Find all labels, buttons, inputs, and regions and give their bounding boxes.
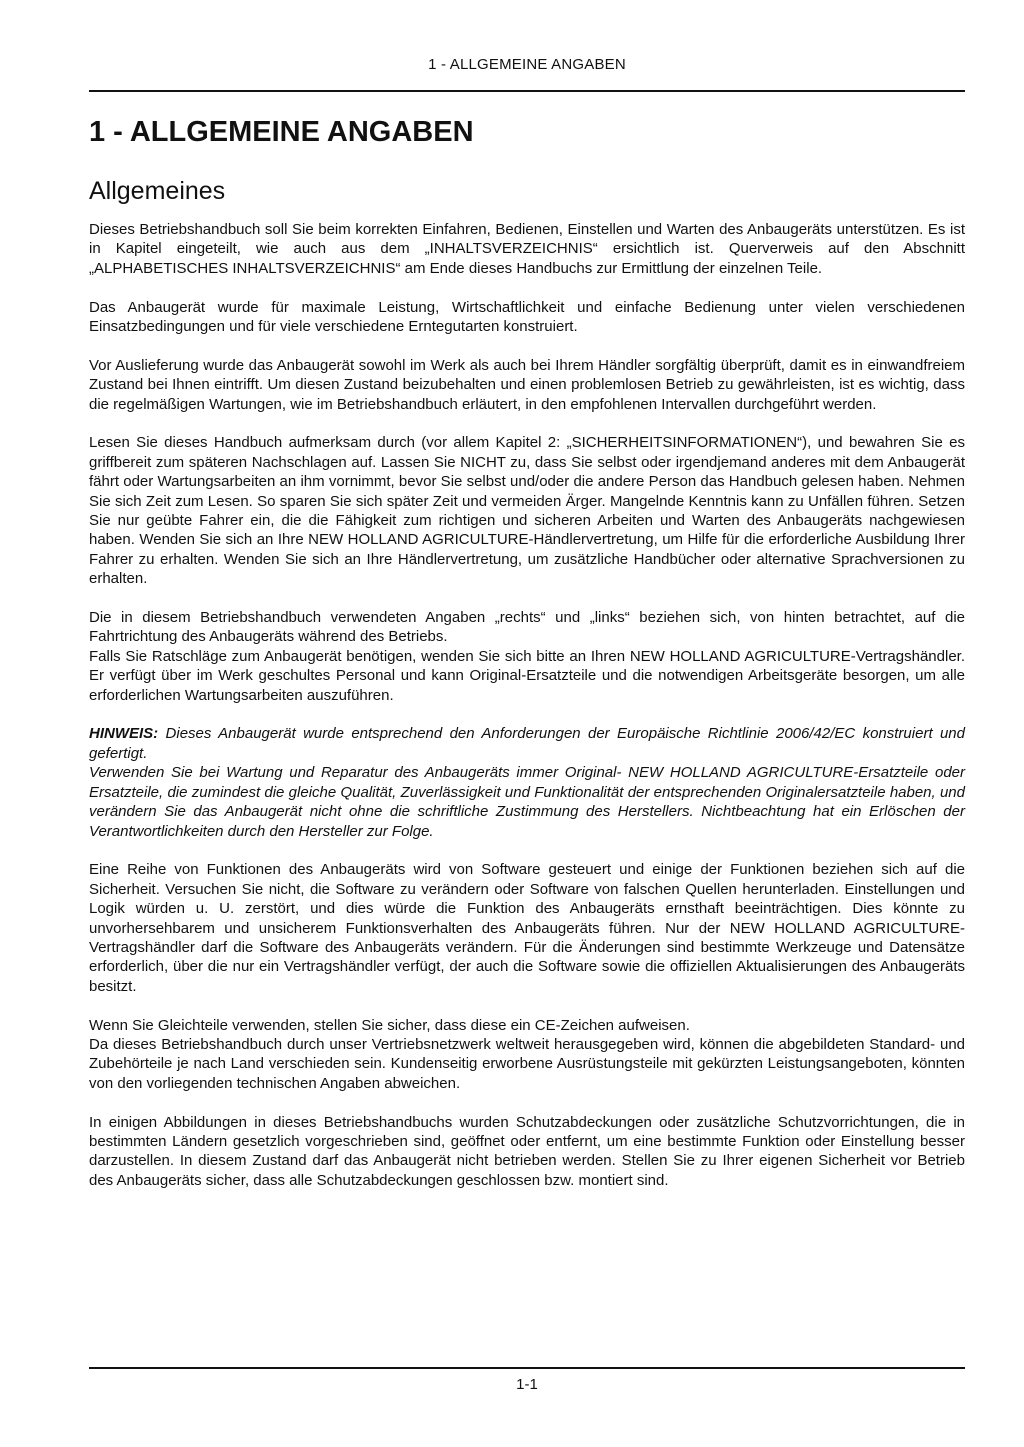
paragraph-text: Das Anbaugerät wurde für maximale Leistung, Wirtschaftlichkeit und einfache Bedienung unter vielen verschiedenen Einsatzbedingungen und für viele verschiedene Erntegutarten konstruiert.: [89, 298, 965, 336]
paragraph-common-parts: [89, 1016, 965, 1094]
paragraph-text: Vor Auslieferung wurde das Anbaugerät sowohl im Werk als auch bei Ihrem Händler sorgfältig überprüft, damit es in einwandfreiem Zustand bei Ihnen eintrifft. Um diesen Zustand beizubehalten und einen problemlosen Betrieb zu gewährleisten, ist es wichtig, dass die regelmäßigen Wartungen, wie im Betriebshandbuch erläutert, in den empfohlenen Intervallen durchgeführt werden.: [89, 356, 965, 413]
paragraph-text: Da dieses Betriebshandbuch durch unser Vertriebsnetzwerk weltweit herausgegeben wird, können die abgebildeten Standard- und Zubehörteile je nach Land verschieden sein. Kundenseitig erworbene Ausrüstungsteile mit gekürzten Leistungsangeboten, könnten von den vorliegenden technischen Angaben abweichen.: [89, 1035, 965, 1092]
paragraph-read-manual: [89, 433, 965, 588]
running-header: 1 - ALLGEMEINE ANGABEN: [428, 56, 626, 73]
paragraph-text: Eine Reihe von Funktionen des Anbaugeräts wird von Software gesteuert und einige der Funktionen beziehen sich auf die Sicherheit. Versuchen Sie nicht, die Software zu verändern oder Software von falschen Quellen herunterladen. Einstellungen und Logik würden u. U. zerstört, und dies würde die Funktion des Anbaugeräts ernsthaft beeinträchtigen. Dies könnte zu unvorhersehbarem und unsicherem Funktionsverhalten des Anbaugeräts führen. Nur der NEW HOLLAND AGRICULTURE-Vertragshändler darf die Software des Anbaugeräts verändern. Für die Änderungen sind bestimmte Werkzeuge und Datensätze erforderlich, über die nur ein Vertragshändler verfügt, der auch die Software sowie die offiziellen Aktualisierungen des Anbaugeräts besitzt.: [89, 861, 965, 995]
paragraph-introduction: [89, 220, 965, 278]
paragraph-text: Die in diesem Betriebshandbuch verwendeten Angaben „rechts“ und „links“ beziehen sich, von hinten betrachtet, auf die Fahrtrichtung des Anbaugeräts während des Betriebs.: [89, 609, 965, 646]
note-text: Verwenden Sie bei Wartung und Reparatur des Anbaugeräts immer Original- NEW HOLLAND AGRICULTURE-Ersatzteile oder Ersatzteile, die zumindest die gleiche Qualität, Zuverlässigkeit und Funktionalität der entsprechenden Originalersatzteile haben, und verändern Sie das Anbaugerät nicht ohne die schriftliche Zustimmung des Herstellers. Nichtbeachtung hat ein Erlöschen der Verantwortlichkeiten durch den Hersteller zur Folge.: [89, 764, 965, 840]
note-label: HINWEIS:: [89, 725, 159, 743]
paragraph-text: Wenn Sie Gleichteile verwenden, stellen Sie sicher, dass diese ein CE-Zeichen aufweisen.: [89, 1016, 690, 1034]
note-paragraph: [89, 724, 965, 840]
paragraph-text: Falls Sie Ratschläge zum Anbaugerät benötigen, wenden Sie sich bitte an Ihren NEW HOLLAND AGRICULTURE-Vertragshändler. Er verfügt über im Werk geschultes Personal und kann Original-Ersatzteile und die notwendigen Arbeitsgeräte besorgen, um alle erforderlichen Wartungsarbeiten auszuführen.: [89, 647, 965, 704]
paragraph-directions-and-dealer: [89, 608, 965, 705]
section-title: Allgemeines: [89, 177, 226, 205]
note-line: [89, 724, 965, 763]
paragraph-design: [89, 298, 965, 337]
paragraph-text: Lesen Sie dieses Handbuch aufmerksam durch (vor allem Kapitel 2: „SICHERHEITSINFORMATIONEN“), und bewahren Sie es griffbereit zum späteren Nachschlagen auf. Lassen Sie NICHT zu, dass Sie selbst oder irgendjemand anderes mit dem Anbaugerät fährt oder Wartungsarbeiten an ihm vornimmt, bevor Sie selbst und/oder die andere Person das Handbuch gelesen haben. Nehmen Sie sich Zeit zum Lesen. So sparen Sie sich später Zeit und vermeiden Ärger. Mangelnde Kenntnis kann zu Unfällen führen. Setzen Sie nur geübte Fahrer ein, die die Fähigkeit zum richtigen und sicheren Arbeiten und Warten des Anbaugeräts nachgewiesen haben. Wenden Sie sich an Ihre NEW HOLLAND AGRICULTURE-Händlervertretung, um Hilfe für die erforderliche Ausbildung Ihrer Fahrer zu erhalten. Wenden Sie sich an Ihre Händlervertretung, um zusätzliche Handbücher oder alternative Sprachversionen zu erhalten.: [89, 434, 965, 588]
chapter-title: 1 - ALLGEMEINE ANGABEN: [89, 116, 474, 148]
page-body: [89, 112, 965, 1210]
paragraph-text: In einigen Abbildungen in dieses Betriebshandbuchs wurden Schutzabdeckungen oder zusätzliche Schutzvorrichtungen, die in bestimmten Ländern gesetzlich vorgeschrieben sind, geöffnet oder entfernt, um eine bestimmte Funktion oder Einstellung besser darzustellen. In diesem Zustand darf das Anbaugerät nicht betrieben werden. Stellen Sie zu Ihrer eigenen Sicherheit vor Betrieb des Anbaugeräts sicher, dass alle Schutzabdeckungen geschlossen bzw. montiert sind.: [89, 1113, 965, 1189]
header-divider: [89, 90, 965, 92]
page-number: 1-1: [516, 1376, 538, 1393]
note-text: Dieses Anbaugerät wurde entsprechend den Anforderungen der Europäische Richtlinie 2006/42/EC konstruiert und gefertigt.: [89, 725, 965, 762]
footer-divider: [89, 1367, 965, 1369]
paragraph-software: [89, 860, 965, 996]
paragraph-text: Dieses Betriebshandbuch soll Sie beim korrekten Einfahren, Bedienen, Einstellen und Warten des Anbaugeräts unterstützen. Es ist in Kapitel eingeteilt, wie auch aus dem „INHALTSVERZEICHNIS“ ersichtlich ist. Querverweis auf den Abschnitt „ALPHABETISCHES INHALTSVERZEICHNIS“ am Ende dieses Handbuchs zur Ermittlung der einzelnen Teile.: [89, 221, 965, 277]
paragraph-delivery-inspection: [89, 356, 965, 414]
paragraph-safety-guards: [89, 1113, 965, 1191]
